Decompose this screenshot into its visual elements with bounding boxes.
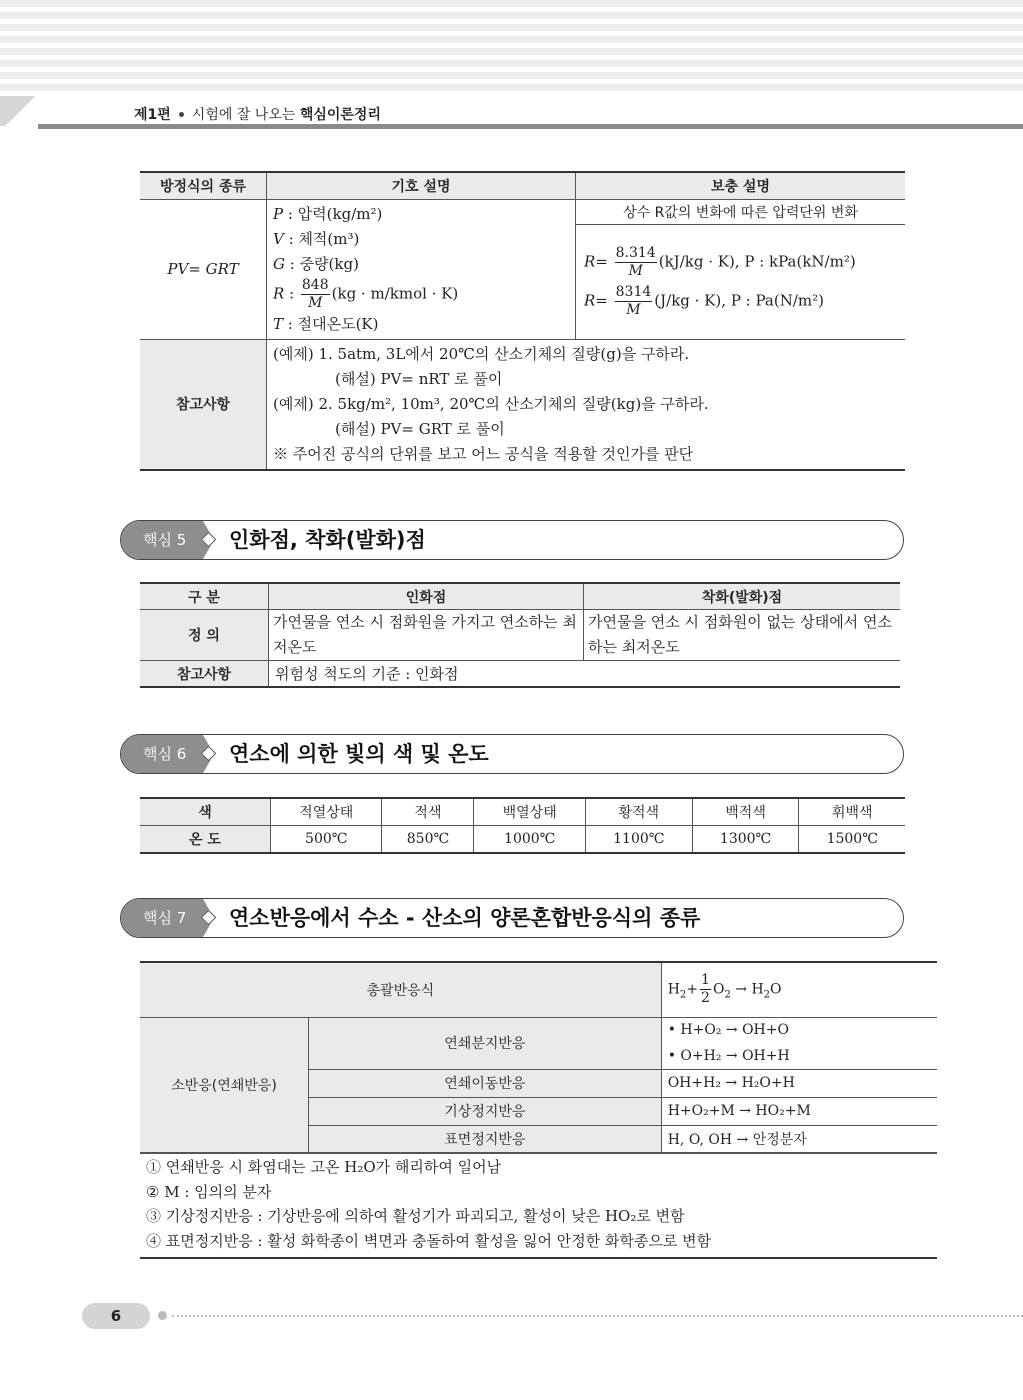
row-label: 정 의 [140,610,269,661]
ref-cell [267,339,906,470]
header-title: 핵심이론정리 [299,107,381,123]
footer-rule [172,1315,1023,1317]
gas-termination-label: 기상정지반응 [309,1097,662,1125]
branch-reaction: • O+H₂ → OH+H [661,1043,937,1069]
overall-label: 총괄반응식 [140,962,661,1017]
chain-transfer-label: 연쇄이동반응 [309,1069,662,1097]
supplement-pressure: P : kPa(kN/m²) [744,252,856,270]
col-header: 착화(발화)점 [584,583,901,610]
running-header [134,104,381,124]
ref-label: 참고사항 [140,339,267,470]
temp-cell: 500℃ [271,826,382,854]
col-header: 인화점 [269,583,584,610]
color-cell: 황적색 [585,798,692,826]
header-bar [38,124,1023,129]
color-cell: 휘백색 [799,798,905,826]
fraction: $\frac{8.314}{M}$ [615,244,656,279]
solution-line: (해설) PV= nRT 로 풀이 [335,369,503,388]
color-cell: 백열상태 [474,798,585,826]
col-header: 보충 설명 [576,172,906,199]
temp-cell: 1500℃ [799,826,905,854]
temp-cell: 1100℃ [585,826,692,854]
color-cell: 적색 [382,798,474,826]
flash-definition: 가연물을 연소 시 점화원을 가지고 연소하는 최저온도 [269,610,584,661]
supplement-pressure: P : Pa(N/m²) [730,291,824,309]
symbol-t: 절대온도(K) [297,314,379,333]
col-header: 기호 설명 [267,172,576,199]
fraction: $\frac{8314}{M}$ [615,283,652,318]
solution-line: (해설) PV= GRT 로 풀이 [335,419,505,438]
equation-table [140,171,905,471]
section-title: 인화점, 착화(발화)점 [229,528,426,552]
note-line: ※ 주어진 공식의 단위를 보고 어느 공식을 적용할 것인가를 판단 [273,444,694,463]
equation-cell: PV= GRT [140,199,267,339]
gas-reaction: H+O₂+M → HO₂+M [661,1097,937,1125]
section-heading-6 [120,734,904,774]
section-heading-7 [120,898,904,938]
branch-reaction: • H+O₂ → OH+O [661,1017,937,1043]
footer-dot [158,1311,167,1320]
reaction-table [140,961,937,1154]
row-label: 참고사항 [140,661,269,688]
supplement-unit: (kJ/kg · K), [658,252,740,270]
section-badge: 핵심 6 [121,735,203,773]
notes-box [140,1152,937,1259]
header-subtitle: 시험에 잘 나오는 [191,107,296,123]
color-cell: 백적색 [692,798,799,826]
page-number: 6 [82,1303,150,1329]
sub-reaction-label: 소반응(연쇄반응) [140,1017,309,1153]
color-temperature-table [140,797,905,854]
surface-reaction: H, O, OH → 안정분자 [661,1125,937,1153]
symbol-p: 압력(kg/m²) [297,204,383,223]
row-label: 온 도 [140,826,271,854]
note-line: ③ 기상정지반응 : 기상반응에 의하여 활성기가 파괴되고, 활성이 낮은 HO₂로 변함 [146,1207,685,1225]
bullet-icon [179,112,184,117]
col-header: 구 분 [140,583,269,610]
note-line: ④ 표면정지반응 : 활성 화학종이 벽면과 충돌하여 활성을 잃어 안정한 화학종으로 변함 [146,1231,712,1250]
col-header: 방정식의 종류 [140,172,267,199]
surface-termination-label: 표면정지반응 [309,1125,662,1153]
overall-equation: $H_2+$ $\frac{1}{2}$ $O_2 \to H_2O$ [661,962,937,1017]
ignition-definition: 가연물을 연소 시 점화원이 없는 상태에서 연소하는 최저온도 [584,610,901,661]
section-badge: 핵심 7 [121,899,203,937]
temp-cell: 850℃ [382,826,474,854]
section-badge: 핵심 5 [121,521,203,559]
note-line: ② M : 임의의 분자 [146,1182,272,1201]
header-stripes [0,0,1023,96]
symbol-v: 체적(m³) [298,229,360,248]
note-line: ① 연쇄반응 시 화염대는 고온 H₂O가 해리하여 일어남 [146,1158,502,1176]
symbol-cell: P : 압력(kg/m²) V : 체적(m³) G : 중량(kg) R : $\frac{848}{M}$ (kg · m/kmol · K) T : 절대온도(K) [267,199,576,339]
transfer-reaction: OH+H₂ → H₂O+H [661,1069,937,1097]
fraction: $\frac{848}{M}$ [301,276,329,311]
color-cell: 적열상태 [271,798,382,826]
header-part: 제1편 [134,107,171,123]
example-line: (예제) 2. 5kg/m², 10m³, 20℃의 산소기체의 질량(kg)을 구하라. [273,394,709,413]
ref-text: 위험성 척도의 기준 : 인화점 [269,661,901,688]
supplement-cell: R= $\frac{8.314}{M}$ (kJ/kg · K), P : kPa(kN/m²) R= $\frac{8314}{M}$ (J/kg · K), P : Pa(N/m²) [576,224,906,339]
row-label: 색 [140,798,271,826]
section-title: 연소반응에서 수소 - 산소의 양론혼합반응식의 종류 [229,906,701,930]
section-heading-5 [120,520,904,560]
symbol-r-unit: (kg · m/kmol · K) [331,284,459,302]
example-line: (예제) 1. 5atm, 3L에서 20℃의 산소기체의 질량(g)을 구하라. [273,344,690,363]
flash-ignition-table [140,582,900,688]
chain-branch-label: 연쇄분지반응 [309,1017,662,1069]
section-title: 연소에 의한 빛의 색 및 온도 [229,742,489,766]
symbol-g: 중량(kg) [299,254,359,273]
supplement-title: 상수 R값의 변화에 따른 압력단위 변화 [576,199,906,224]
temp-cell: 1300℃ [692,826,799,854]
temp-cell: 1000℃ [474,826,585,854]
supplement-unit: (J/kg · K), [654,291,727,309]
